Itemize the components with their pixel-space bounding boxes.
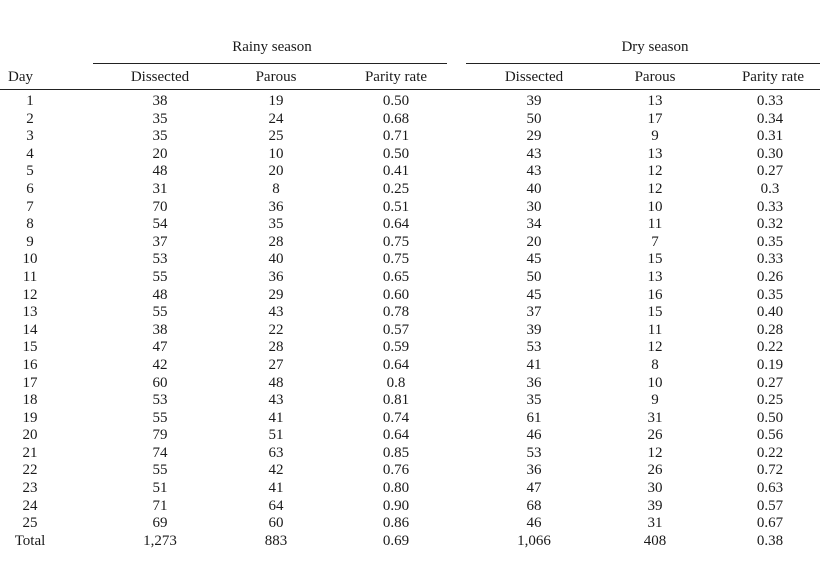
table-row	[0, 480, 820, 498]
table-row	[0, 375, 820, 393]
cell-day: 19	[22, 409, 38, 426]
table-row	[0, 163, 820, 181]
cell-rainy-parity-rate: 0.65	[382, 268, 410, 285]
cell-rainy-parity-rate: 0.57	[382, 321, 410, 338]
cell-dry-dissected: 34	[526, 216, 542, 233]
cell-day: 23	[22, 480, 38, 497]
cell-dry-dissected: 30	[526, 198, 542, 215]
cell-dry-parous: 12	[647, 444, 663, 461]
cell-rainy-parity-rate: 0.51	[382, 198, 410, 215]
table-row	[0, 111, 820, 129]
cell-dry-parity-rate: 0.35	[756, 286, 784, 303]
table-row	[0, 427, 820, 445]
cell-dry-parous: 13	[647, 145, 663, 162]
cell-day: 18	[22, 392, 38, 409]
cell-rainy-parous: 19	[268, 93, 284, 109]
cell-day: 10	[22, 251, 38, 268]
cell-day: 15	[22, 339, 38, 356]
cell-dry-parous: 15	[647, 251, 663, 268]
cell-dry-parity-rate: 0.3	[760, 180, 780, 197]
table-row	[0, 410, 820, 428]
cell-rainy-dissected: 79	[152, 427, 168, 444]
cell-rainy-parity-rate: 0.81	[382, 392, 410, 409]
cell-rainy-dissected: 71	[152, 497, 168, 514]
cell-rainy-parous: 36	[268, 268, 284, 285]
cell-dry-parity-rate: 0.38	[756, 532, 784, 549]
cell-rainy-parous: 27	[268, 356, 284, 373]
cell-rainy-dissected: 69	[152, 515, 168, 532]
cell-rainy-parity-rate: 0.59	[382, 339, 410, 356]
cell-rainy-dissected: 38	[152, 93, 168, 109]
cell-dry-dissected: 37	[526, 304, 542, 321]
cell-day: 16	[22, 356, 38, 373]
cell-dry-parous: 26	[647, 427, 663, 444]
cell-day: 11	[22, 268, 38, 285]
column-header-row	[0, 67, 820, 87]
cell-rainy-parity-rate: 0.80	[382, 480, 410, 497]
cell-rainy-parity-rate: 0.86	[382, 515, 410, 532]
cell-rainy-parity-rate: 0.41	[382, 163, 410, 180]
cell-day: 22	[22, 462, 38, 479]
table-row	[0, 304, 820, 322]
cell-dry-dissected: 35	[526, 392, 542, 409]
cell-rainy-dissected: 1,273	[143, 532, 177, 549]
cell-rainy-parity-rate: 0.60	[382, 286, 410, 303]
cell-day: Total	[14, 532, 46, 549]
cell-rainy-parous: 20	[268, 163, 284, 180]
cell-dry-parous: 12	[647, 180, 663, 197]
rainy-season-heading: Rainy season	[232, 39, 312, 55]
cell-dry-dissected: 50	[526, 110, 542, 127]
cell-day: 9	[26, 233, 34, 250]
cell-rainy-parity-rate: 0.69	[382, 532, 410, 549]
header-day: Day	[8, 69, 33, 85]
cell-rainy-parity-rate: 0.50	[382, 145, 410, 162]
cell-rainy-parity-rate: 0.64	[382, 356, 410, 373]
table-row	[0, 339, 820, 357]
cell-rainy-dissected: 48	[152, 286, 168, 303]
cell-dry-dissected: 39	[526, 93, 542, 109]
cell-dry-parous: 8	[651, 356, 659, 373]
cell-day: 6	[26, 180, 34, 197]
cell-dry-dissected: 20	[526, 233, 542, 250]
cell-rainy-dissected: 20	[152, 145, 168, 162]
table-row	[0, 181, 820, 199]
cell-rainy-parity-rate: 0.76	[382, 462, 410, 479]
cell-rainy-dissected: 31	[152, 180, 168, 197]
cell-dry-parous: 26	[647, 462, 663, 479]
cell-rainy-dissected: 35	[152, 128, 168, 145]
table-row	[0, 515, 820, 533]
cell-day: 17	[22, 374, 38, 391]
cell-rainy-parous: 25	[268, 128, 284, 145]
table-row	[0, 234, 820, 252]
cell-dry-parous: 11	[647, 216, 663, 233]
cell-dry-parous: 11	[647, 321, 663, 338]
cell-rainy-parous: 42	[268, 462, 284, 479]
cell-rainy-dissected: 53	[152, 392, 168, 409]
cell-rainy-parous: 60	[268, 515, 284, 532]
cell-dry-parous: 10	[647, 374, 663, 391]
cell-dry-dissected: 47	[526, 480, 542, 497]
cell-dry-parity-rate: 0.27	[756, 374, 784, 391]
cell-rainy-parous: 63	[268, 444, 284, 461]
cell-dry-dissected: 46	[526, 427, 542, 444]
cell-day: 2	[26, 110, 34, 127]
table-row	[0, 93, 820, 111]
cell-rainy-dissected: 53	[152, 251, 168, 268]
cell-dry-parity-rate: 0.28	[756, 321, 784, 338]
cell-dry-parity-rate: 0.57	[756, 497, 784, 514]
cell-dry-parous: 10	[647, 198, 663, 215]
cell-dry-parous: 9	[651, 128, 659, 145]
header-dry-parity-rate: Parity rate	[741, 69, 805, 85]
cell-dry-parity-rate: 0.50	[756, 409, 784, 426]
cell-dry-parity-rate: 0.22	[756, 339, 784, 356]
cell-day: 13	[22, 304, 38, 321]
cell-dry-parous: 13	[647, 93, 663, 109]
cell-rainy-parity-rate: 0.75	[382, 251, 410, 268]
cell-rainy-dissected: 42	[152, 356, 168, 373]
cell-rainy-parous: 48	[268, 374, 284, 391]
cell-rainy-parity-rate: 0.75	[382, 233, 410, 250]
cell-dry-parity-rate: 0.32	[756, 216, 784, 233]
cell-dry-dissected: 29	[526, 128, 542, 145]
cell-rainy-dissected: 54	[152, 216, 168, 233]
header-rainy-parity-rate: Parity rate	[364, 69, 428, 85]
cell-dry-parous: 30	[647, 480, 663, 497]
cell-dry-dissected: 53	[526, 339, 542, 356]
cell-rainy-dissected: 37	[152, 233, 168, 250]
cell-rainy-parous: 41	[268, 480, 284, 497]
cell-rainy-parous: 40	[268, 251, 284, 268]
cell-day: 5	[26, 163, 34, 180]
cell-dry-parous: 12	[647, 163, 663, 180]
table-row	[0, 216, 820, 234]
cell-dry-parous: 31	[647, 515, 663, 532]
cell-rainy-dissected: 55	[152, 409, 168, 426]
cell-rainy-parity-rate: 0.85	[382, 444, 410, 461]
table-row	[0, 146, 820, 164]
cell-dry-parity-rate: 0.22	[756, 444, 784, 461]
cell-rainy-parity-rate: 0.25	[382, 180, 410, 197]
cell-dry-dissected: 36	[526, 374, 542, 391]
cell-rainy-parous: 36	[268, 198, 284, 215]
cell-day: 7	[26, 198, 34, 215]
cell-dry-parity-rate: 0.31	[756, 128, 784, 145]
cell-rainy-parous: 28	[268, 339, 284, 356]
cell-day: 8	[26, 216, 34, 233]
cell-rainy-parous: 883	[264, 532, 288, 549]
cell-rainy-parous: 43	[268, 392, 284, 409]
cell-dry-parity-rate: 0.67	[756, 515, 784, 532]
dry-season-heading: Dry season	[621, 39, 689, 55]
cell-dry-parous: 13	[647, 268, 663, 285]
cell-dry-dissected: 53	[526, 444, 542, 461]
cell-dry-parous: 408	[643, 532, 667, 549]
cell-day: 3	[26, 128, 34, 145]
cell-rainy-parity-rate: 0.90	[382, 497, 410, 514]
cell-dry-parous: 39	[647, 497, 663, 514]
cell-rainy-dissected: 70	[152, 198, 168, 215]
cell-rainy-dissected: 74	[152, 444, 168, 461]
cell-rainy-dissected: 51	[152, 480, 168, 497]
cell-dry-dissected: 43	[526, 145, 542, 162]
cell-dry-parity-rate: 0.25	[756, 392, 784, 409]
cell-dry-parous: 17	[647, 110, 663, 127]
cell-rainy-parous: 10	[268, 145, 284, 162]
cell-rainy-parity-rate: 0.74	[382, 409, 410, 426]
cell-rainy-parous: 51	[268, 427, 284, 444]
cell-rainy-parity-rate: 0.68	[382, 110, 410, 127]
cell-dry-dissected: 39	[526, 321, 542, 338]
cell-dry-dissected: 45	[526, 251, 542, 268]
cell-dry-dissected: 45	[526, 286, 542, 303]
cell-rainy-parous: 22	[268, 321, 284, 338]
cell-dry-dissected: 61	[526, 409, 542, 426]
cell-day: 25	[22, 515, 38, 532]
cell-rainy-parity-rate: 0.50	[382, 93, 410, 109]
cell-rainy-parous: 41	[268, 409, 284, 426]
cell-dry-parity-rate: 0.72	[756, 462, 784, 479]
cell-rainy-dissected: 55	[152, 268, 168, 285]
cell-rainy-dissected: 55	[152, 304, 168, 321]
table-row	[0, 128, 820, 146]
cell-dry-dissected: 43	[526, 163, 542, 180]
table-body	[0, 93, 820, 550]
cell-day: 21	[22, 444, 38, 461]
header-rule	[0, 89, 820, 90]
cell-dry-dissected: 40	[526, 180, 542, 197]
cell-dry-parity-rate: 0.34	[756, 110, 784, 127]
cell-rainy-parity-rate: 0.64	[382, 216, 410, 233]
cell-dry-parity-rate: 0.19	[756, 356, 784, 373]
cell-dry-parous: 31	[647, 409, 663, 426]
table-row	[0, 251, 820, 269]
cell-dry-parity-rate: 0.26	[756, 268, 784, 285]
cell-dry-parity-rate: 0.40	[756, 304, 784, 321]
cell-dry-parous: 7	[651, 233, 659, 250]
rainy-season-rule	[93, 63, 447, 64]
table-row	[0, 322, 820, 340]
table-row	[0, 357, 820, 375]
cell-dry-dissected: 46	[526, 515, 542, 532]
cell-rainy-parous: 64	[268, 497, 284, 514]
cell-day: 4	[26, 145, 34, 162]
cell-dry-parity-rate: 0.33	[756, 93, 784, 109]
cell-rainy-parity-rate: 0.8	[386, 374, 406, 391]
cell-day: 14	[22, 321, 38, 338]
table-row	[0, 498, 820, 516]
cell-rainy-dissected: 60	[152, 374, 168, 391]
cell-dry-parity-rate: 0.63	[756, 480, 784, 497]
cell-rainy-parity-rate: 0.78	[382, 304, 410, 321]
cell-dry-parity-rate: 0.30	[756, 145, 784, 162]
cell-rainy-parous: 24	[268, 110, 284, 127]
cell-rainy-dissected: 35	[152, 110, 168, 127]
header-rainy-parous: Parous	[255, 69, 297, 85]
cell-rainy-dissected: 38	[152, 321, 168, 338]
cell-rainy-dissected: 47	[152, 339, 168, 356]
cell-dry-parity-rate: 0.35	[756, 233, 784, 250]
cell-dry-dissected: 68	[526, 497, 542, 514]
cell-rainy-parity-rate: 0.64	[382, 427, 410, 444]
cell-dry-parity-rate: 0.33	[756, 251, 784, 268]
table-row	[0, 287, 820, 305]
cell-dry-dissected: 36	[526, 462, 542, 479]
table-row	[0, 392, 820, 410]
cell-rainy-parous: 43	[268, 304, 284, 321]
cell-rainy-parity-rate: 0.71	[382, 128, 410, 145]
cell-rainy-dissected: 55	[152, 462, 168, 479]
table-row	[0, 445, 820, 463]
table-row	[0, 462, 820, 480]
header-dry-parous: Parous	[634, 69, 676, 85]
dry-season-rule	[466, 63, 820, 64]
cell-dry-parity-rate: 0.56	[756, 427, 784, 444]
cell-dry-parous: 16	[647, 286, 663, 303]
cell-dry-parous: 12	[647, 339, 663, 356]
header-dry-dissected: Dissected	[504, 69, 564, 85]
cell-day: 24	[22, 497, 38, 514]
cell-rainy-parous: 28	[268, 233, 284, 250]
cell-dry-dissected: 41	[526, 356, 542, 373]
cell-rainy-parous: 8	[272, 180, 280, 197]
cell-dry-parity-rate: 0.27	[756, 163, 784, 180]
cell-day: 20	[22, 427, 38, 444]
cell-day: 1	[26, 93, 34, 109]
cell-day: 12	[22, 286, 38, 303]
total-row	[0, 533, 820, 551]
cell-rainy-parous: 35	[268, 216, 284, 233]
cell-dry-parous: 9	[651, 392, 659, 409]
cell-dry-dissected: 1,066	[517, 532, 551, 549]
cell-dry-dissected: 50	[526, 268, 542, 285]
cell-rainy-parous: 29	[268, 286, 284, 303]
cell-dry-parity-rate: 0.33	[756, 198, 784, 215]
cell-rainy-dissected: 48	[152, 163, 168, 180]
table-row	[0, 199, 820, 217]
header-rainy-dissected: Dissected	[130, 69, 190, 85]
table-row	[0, 269, 820, 287]
cell-dry-parous: 15	[647, 304, 663, 321]
